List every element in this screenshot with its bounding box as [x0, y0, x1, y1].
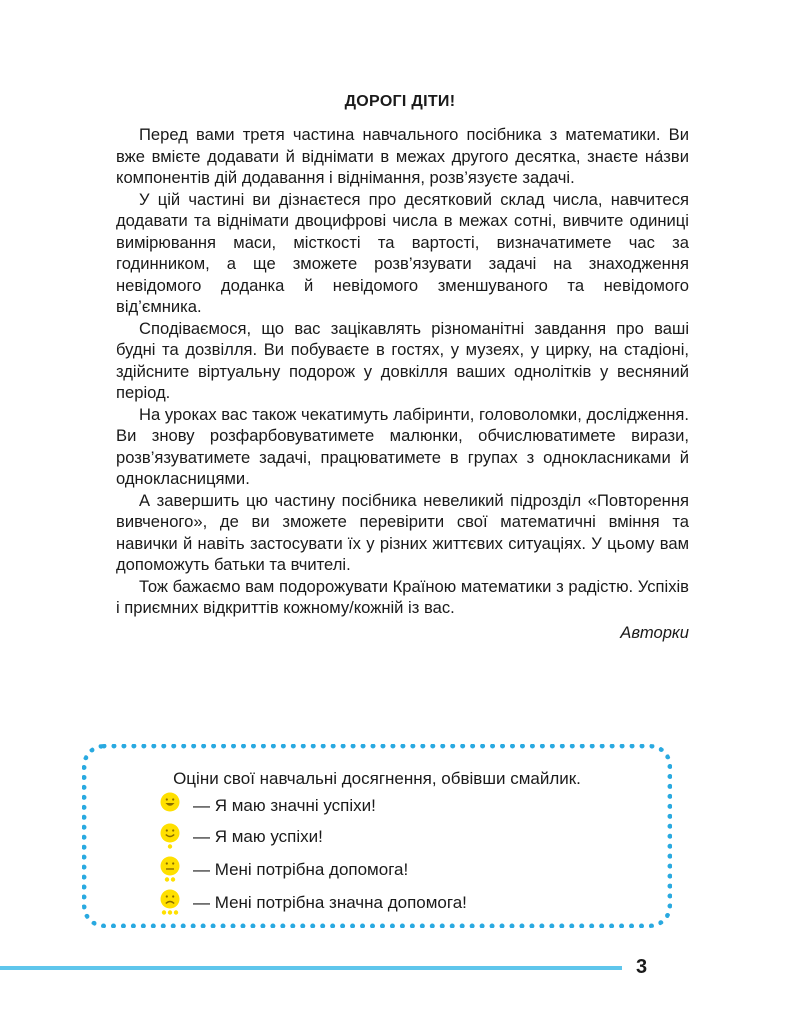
paragraph-2: У цій частині ви дізнаєтеся про десятковий склад числа, навчитеся додавати та віднімати двоцифрові числа в межах сотні, вивчите одиниці вимірювання маси, місткості та вартості, визначатимете час за годинником, а ще зможете розв’язувати задачі на знаходження невідомого доданка й невідомого зменшуваного та невідомого від’ємника.: [116, 189, 689, 316]
paragraph-4: На уроках вас також чекатимуть лабіринти, головоломки, дослідження. Ви знову розфарбовуватимете малюнки, обчислюватимете вирази, розв’язуватимете задачі, працюватимете в групах з однокласниками й однокласницями.: [116, 404, 689, 488]
authors-signature: Авторки: [620, 622, 689, 642]
neutral-face-icon: [159, 855, 181, 885]
self-assessment-row: [159, 855, 408, 885]
smile-icon: [159, 822, 181, 852]
sad-face-icon: [159, 888, 181, 918]
footer-divider: [0, 966, 622, 970]
paragraph-1: Перед вами третя частина навчального посібника з математики. Ви вже вмієте додавати й віднімати в межах другого десятка, знаєте на́зви компонентів дій додавання і віднімання, розв’язуєте задачі.: [116, 125, 689, 187]
page-number: 3: [636, 956, 648, 978]
page-title: ДОРОГІ ДІТИ!: [344, 93, 456, 110]
big-smile-icon: [159, 791, 181, 821]
paragraph-6: Тож бажаємо вам подорожувати Країною математики з радістю. Успіхів і приємних відкриттів кожному/кожній із вас.: [116, 576, 689, 617]
self-assessment-row: [159, 791, 376, 821]
self-assessment-label: — Мені потрібна допомога!: [193, 860, 409, 879]
paragraph-3: Сподіваємося, що вас зацікавлять різноманітні завдання про ваші будні та дозвілля. Ви побуваєте в гостях, у музеях, у цирку, на стадіоні, здійсните віртуальну подорож у довкілля ваших однолітків у весняний період.: [116, 318, 689, 402]
self-assessment-label: — Я маю успіхи!: [193, 827, 323, 846]
self-assessment-row: [159, 888, 467, 918]
intro-text: [116, 124, 689, 643]
self-assessment-box: [82, 744, 672, 928]
self-assessment-row: [159, 822, 323, 852]
self-assessment-label: — Мені потрібна значна допомога!: [193, 893, 467, 912]
self-assessment-label: — Я маю значні успіхи!: [193, 796, 376, 815]
self-assessment-intro: Оціни свої навчальні досягнення, обвівши смайлик.: [173, 769, 581, 788]
paragraph-5: А завершить цю частину посібника невеликий підрозділ «Повторення вивченого», де ви зможете перевірити свої математичні вміння та навички й навіть застосувати їх у різних життєвих ситуаціях. У цьому вам допоможуть батьки та вчителі.: [116, 490, 689, 574]
